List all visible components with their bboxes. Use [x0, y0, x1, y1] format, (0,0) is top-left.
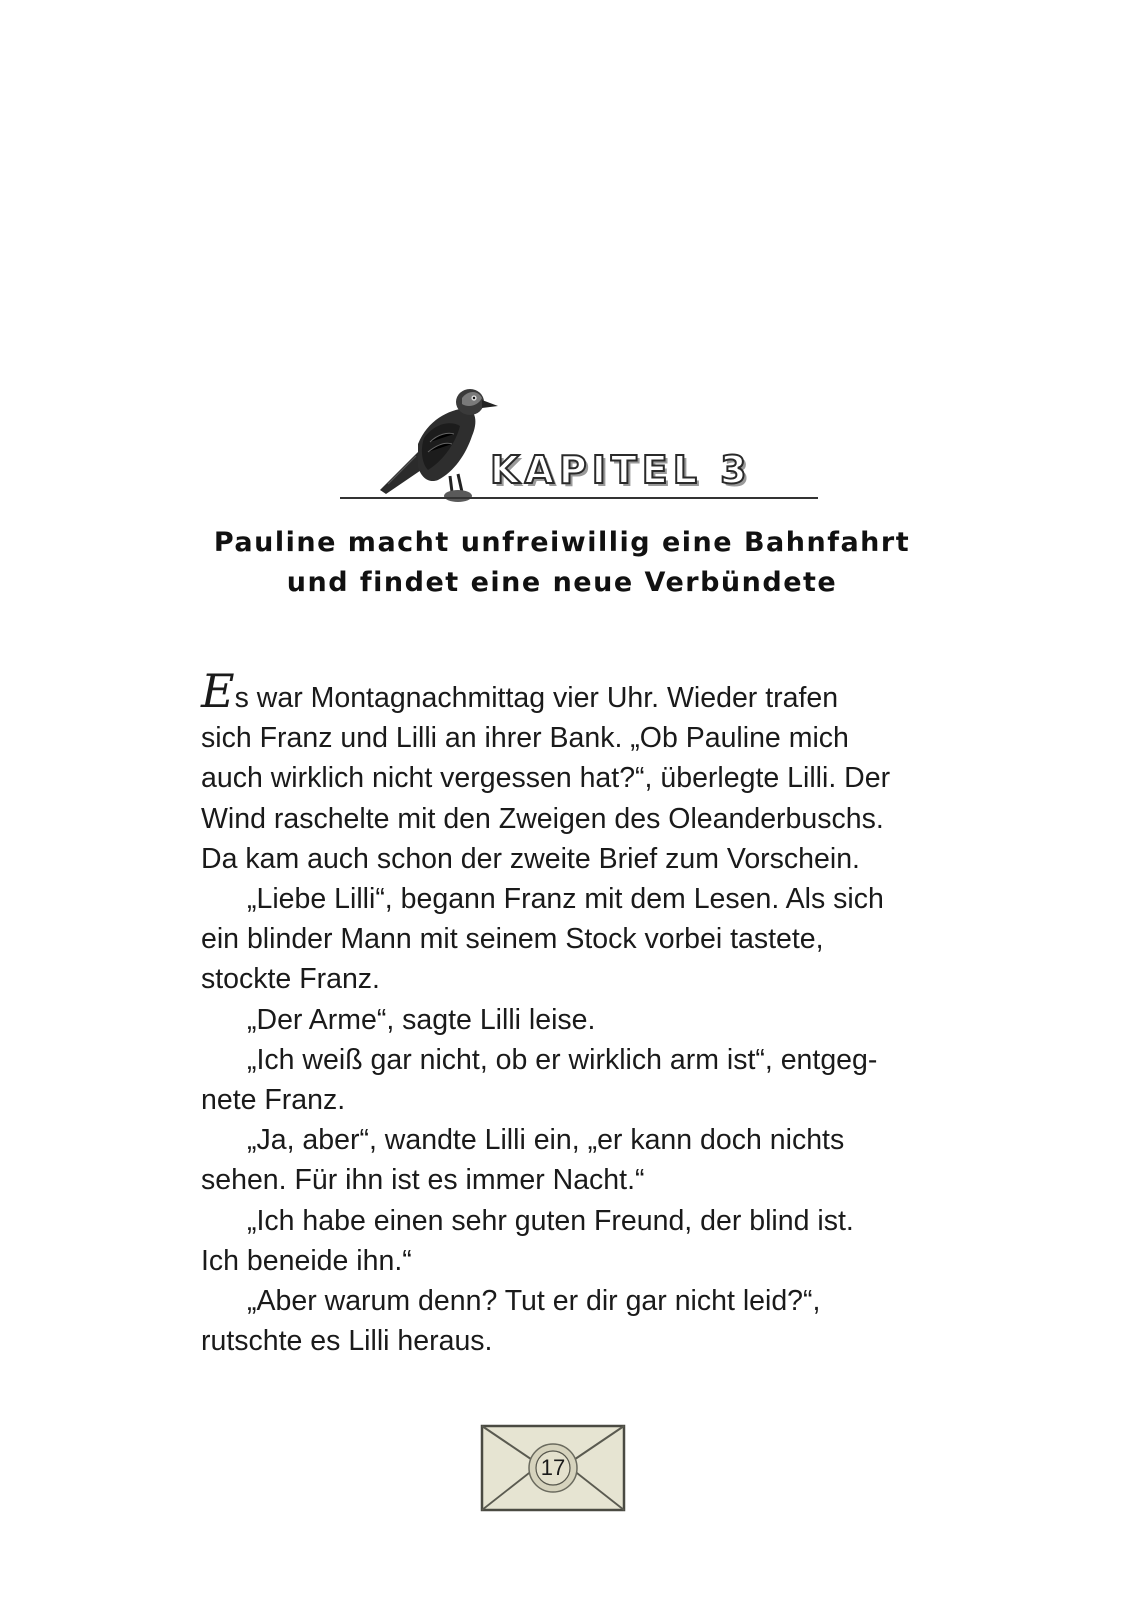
chapter-divider: [340, 497, 818, 499]
paragraph-line: „Ja, aber“, wandte Lilli ein, „er kann doch nichts: [247, 1124, 845, 1157]
paragraph-line: Es war Montagnachmittag vier Uhr. Wieder trafen: [201, 664, 839, 718]
page-number-envelope: [480, 1424, 626, 1512]
drop-cap: E: [201, 664, 235, 718]
chapter-title: KAPITEL 3: [490, 448, 752, 492]
subtitle-line: und findet eine neue Verbündete: [286, 567, 838, 598]
body-text: [201, 664, 941, 1361]
paragraph-line: „Ich weiß gar nicht, ob er wirklich arm ist“, entgeg-: [247, 1043, 878, 1076]
paragraph-line: stockte Franz.: [201, 963, 380, 996]
paragraph-line: „Der Arme“, sagte Lilli leise.: [247, 1003, 596, 1036]
paragraph-line: ein blinder Mann mit seinem Stock vorbei tastete,: [201, 923, 824, 956]
chapter-subtitle: [150, 523, 974, 603]
page-number: 17: [540, 1455, 566, 1480]
paragraph-line: Da kam auch schon der zweite Brief zum Vorschein.: [201, 842, 860, 875]
jackdaw-illustration: [358, 380, 498, 512]
paragraph-line: „Aber warum denn? Tut er dir gar nicht leid?“,: [247, 1285, 821, 1318]
paragraph-line: Ich beneide ihn.“: [201, 1244, 412, 1277]
paragraph-line: auch wirklich nicht vergessen hat?“, überlegte Lilli. Der: [201, 762, 891, 795]
paragraph-line: nete Franz.: [201, 1084, 346, 1117]
paragraph-line: sehen. Für ihn ist es immer Nacht.“: [201, 1164, 645, 1197]
paragraph-line: sich Franz und Lilli an ihrer Bank. „Ob Pauline mich: [201, 722, 849, 755]
paragraph-line: „Ich habe einen sehr guten Freund, der blind ist.: [247, 1204, 854, 1237]
chapter-header: [340, 380, 820, 512]
paragraph-line: rutschte es Lilli heraus.: [201, 1325, 493, 1358]
paragraph-line: Wind raschelte mit den Zweigen des Oleanderbuschs.: [201, 802, 884, 835]
paragraph-line: „Liebe Lilli“, begann Franz mit dem Lesen. Als sich: [247, 883, 884, 916]
subtitle-line: Pauline macht unfreiwillig eine Bahnfahrt: [213, 527, 911, 558]
